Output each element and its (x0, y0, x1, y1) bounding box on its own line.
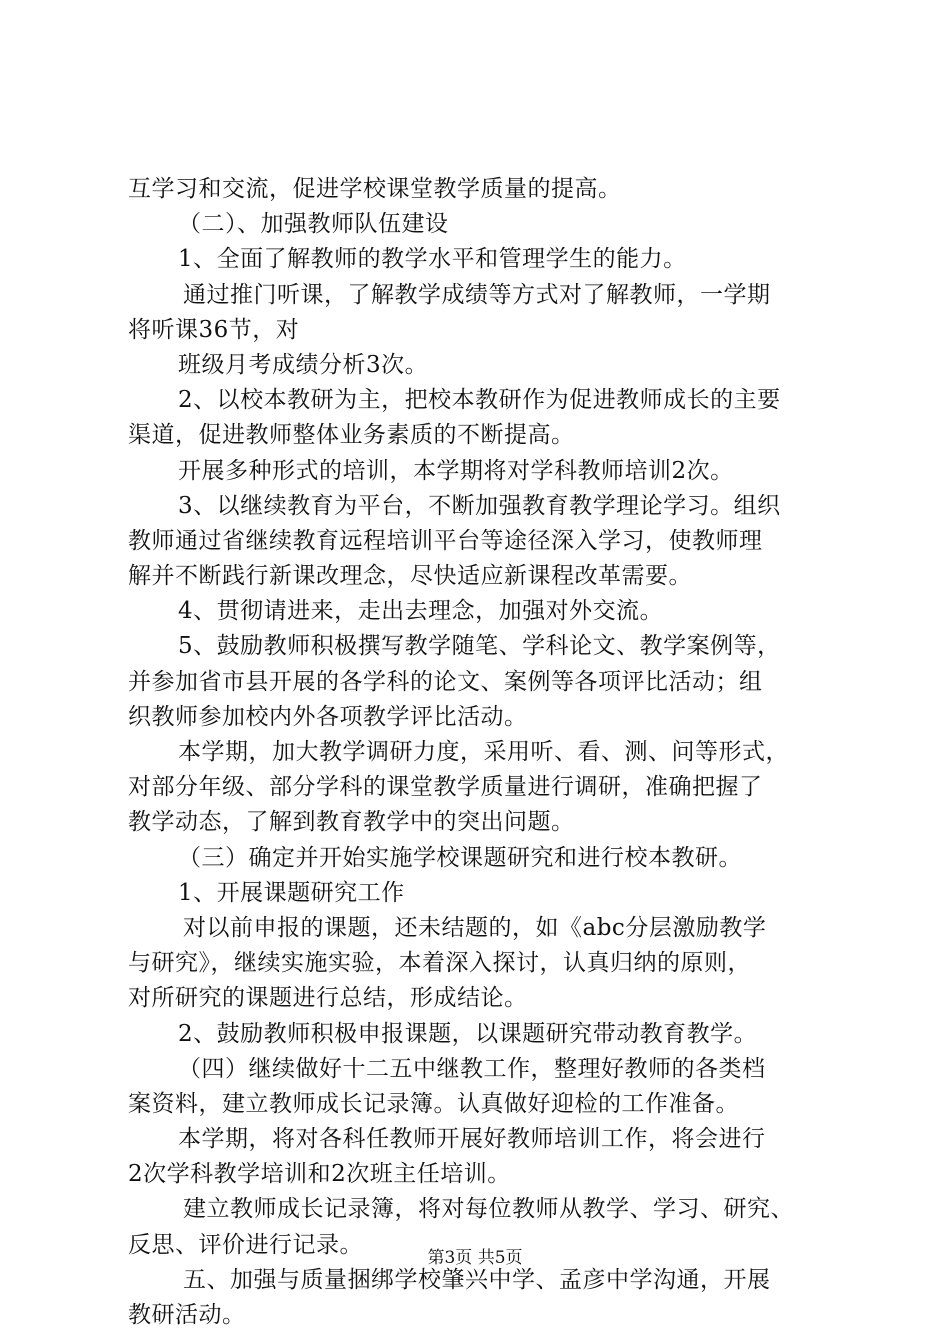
text-line: 班级月考成绩分析3次。 (178, 351, 429, 378)
text-line: 并参加省市县开展的各学科的论文、案例等各项评比活动；组 (128, 668, 763, 695)
text-line: 反思、评价进行记录。 (128, 1231, 363, 1258)
text-line: 与研究》，继续实施实验，本着深入探讨，认真归纳的原则， (128, 950, 751, 977)
text-line: 开展多种形式的培训，本学期将对学科教师培训2次。 (178, 457, 734, 484)
text-line: 2、以校本教研为主，把校本教研作为促进教师成长的主要 (178, 387, 781, 414)
text-line: 对所研究的课题进行总结，形成结论。 (128, 985, 528, 1012)
text-line: 对以前申报的课题，还未结题的，如《abc分层激励教学 (183, 914, 767, 941)
text-line: 4、贯彻请进来，走出去理念，加强对外交流。 (178, 598, 664, 625)
document-body (128, 172, 840, 1333)
text-line: 教学动态，了解到教育教学中的突出问题。 (128, 809, 575, 836)
text-line: 将听课36节，对 (128, 316, 300, 343)
text-line: 互学习和交流，促进学校课堂教学质量的提高。 (128, 176, 622, 202)
text-line: 1、开展课题研究工作 (178, 879, 405, 906)
text-line: 对部分年级、部分学科的课堂教学质量进行调研，准确把握了 (128, 774, 763, 801)
text-line: 通过推门听课，了解教学成绩等方式对了解教师，一学期 (183, 281, 771, 308)
text-line: 建立教师成长记录簿，将对每位教师从教学、学习、研究、 (183, 1196, 794, 1223)
text-line: 解并不断践行新课改理念，尽快适应新课程改革需要。 (128, 563, 692, 590)
text-line: 案资料，建立教师成长记录簿。认真做好迎检的工作准备。 (128, 1090, 739, 1117)
text-line: 2、鼓励教师积极申报课题，以课题研究带动教育教学。 (178, 1020, 758, 1047)
text-line: （四）继续做好十二五中继教工作，整理好教师的各类档 (178, 1055, 766, 1082)
text-line: 2次学科教学培训和2次班主任培训。 (128, 1161, 511, 1188)
text-line: 五、加强与质量捆绑学校肇兴中学、孟彦中学沟通，开展 (183, 1266, 771, 1293)
text-line: 教研活动。 (128, 1302, 246, 1328)
text-line: 5、鼓励教师积极撰写教学随笔、学科论文、教学案例等， (178, 633, 781, 660)
text-line: 渠道，促进教师整体业务素质的不断提高。 (128, 422, 575, 449)
page-footer: 第3页 共5页 (427, 1248, 523, 1268)
text-line: 1、全面了解教师的教学水平和管理学生的能力。 (178, 246, 687, 273)
text-line: 织教师参加校内外各项教学评比活动。 (128, 703, 528, 730)
text-line: （二）、加强教师队伍建设 (178, 211, 449, 238)
text-line: 本学期，将对各科任教师开展好教师培训工作，将会进行 (178, 1126, 766, 1153)
text-line: 教师通过省继续教育远程培训平台等途径深入学习，使教师理 (128, 527, 763, 554)
text-line: 3、以继续教育为平台，不断加强教育教学理论学习。组织 (178, 492, 781, 519)
text-line: （三）确定并开始实施学校课题研究和进行校本教研。 (178, 844, 742, 871)
text-line: 本学期，加大教学调研力度，采用听、看、测、问等形式， (178, 739, 789, 765)
